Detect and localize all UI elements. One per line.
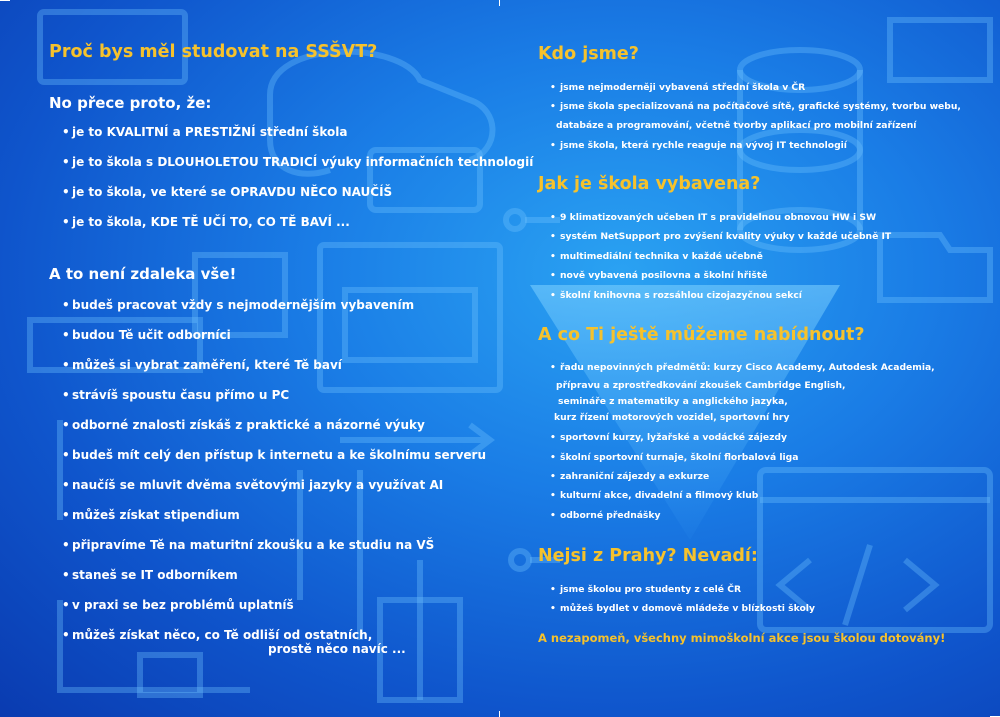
list-item: • školní knihovna s rozsáhlou cizojazyčnou sekcí [550,290,802,301]
list-item: • budeš mít celý den přístup k internetu a ke školnímu serveru [62,448,486,462]
list-item: • můžeš bydlet v domově mládeže v blízkosti školy [550,603,815,614]
list-item: • připravíme Tě na maturitní zkoušku a ke studiu na VŠ [62,538,434,552]
list-item-continuation: prostě něco navíc ... [268,642,406,656]
list-item: • je to KVALITNÍ a PRESTIŽNÍ střední škola [62,125,347,139]
footer-note: A nezapomeň, všechny mimoškolní akce jsou školou dotovány! [538,631,946,645]
list-item: • budou Tě učit odborníci [62,328,231,342]
crop-mark [499,0,500,6]
equip-title: Jak je škola vybavena? [538,174,761,194]
list-item: • je to škola, ve které se OPRAVDU NĚCO NAUČÍŠ [62,185,392,199]
list-item: • řadu nepovinných předmětů: kurzy Cisco Academy, Autodesk Academia, [550,362,935,373]
who-title: Kdo jsme? [538,44,639,64]
list-item-continuation: přípravu a zprostředkování zkoušek Cambridge English, [556,380,846,391]
list-item: • zahraniční zájezdy a exkurze [550,471,709,482]
list-item-continuation: semináře z matematiky a anglického jazyka, [558,396,788,407]
list-item: • multimediální technika v každé učebně [550,251,763,262]
offer-title: A co Ti ještě můžeme nabídnout? [538,325,865,345]
crop-mark [499,711,500,717]
list-item: • můžeš si vybrat zaměření, které Tě baví [62,358,342,372]
list-item: • můžeš získat něco, co Tě odliší od ostatních, [62,628,372,642]
list-item: • nově vybavená posilovna a školní hřiště [550,270,767,281]
left-title: Proč bys měl studovat na SSŠVT? [49,42,378,62]
list-item: • strávíš spoustu času přímo u PC [62,388,289,402]
more-heading: A to není zdaleka vše! [49,265,237,283]
crop-mark [0,0,10,1]
list-item: • školní sportovní turnaje, školní florbalová liga [550,452,798,463]
list-item: • jsme škola specializovaná na počítačové sítě, grafické systémy, tvorbu webu, [550,101,961,112]
list-item: • je to škola s DLOUHOLETOU TRADICÍ výuky informačních technologií [62,155,533,169]
reasons-heading: No přece proto, že: [49,94,212,112]
list-item: • budeš pracovat vždy s nejmodernějším vybavením [62,298,414,312]
list-item: • v praxi se bez problémů uplatníš [62,598,294,612]
prague-title: Nejsi z Prahy? Nevadí: [538,546,758,566]
list-item: • můžeš získat stipendium [62,508,240,522]
list-item: • systém NetSupport pro zvýšení kvality výuky v každé učebně IT [550,231,891,242]
list-item: • odborné přednášky [550,510,661,521]
list-item: • je to škola, KDE TĚ UČÍ TO, CO TĚ BAVÍ ... [62,215,350,229]
list-item: • jsme nejmoderněji vybavená střední škola v ČR [550,82,805,93]
list-item: • jsme škola, která rychle reaguje na vývoj IT technologií [550,140,847,151]
list-item: • kulturní akce, divadelní a filmový klub [550,490,758,501]
list-item: • naučíš se mluvit dvěma světovými jazyky a využívat AI [62,478,443,492]
list-item: • odborné znalosti získáš z praktické a názorné výuky [62,418,425,432]
list-item: • sportovní kurzy, lyžařské a vodácké zájezdy [550,432,787,443]
list-item-continuation: databáze a programování, včetně tvorby aplikací pro mobilní zařízení [556,120,917,131]
list-item: • jsme školou pro studenty z celé ČR [550,584,741,595]
list-item: • staneš se IT odborníkem [62,568,238,582]
list-item-continuation: kurz řízení motorových vozidel, sportovní hry [554,412,790,423]
list-item: • 9 klimatizovaných učeben IT s pravidelnou obnovou HW i SW [550,212,876,223]
